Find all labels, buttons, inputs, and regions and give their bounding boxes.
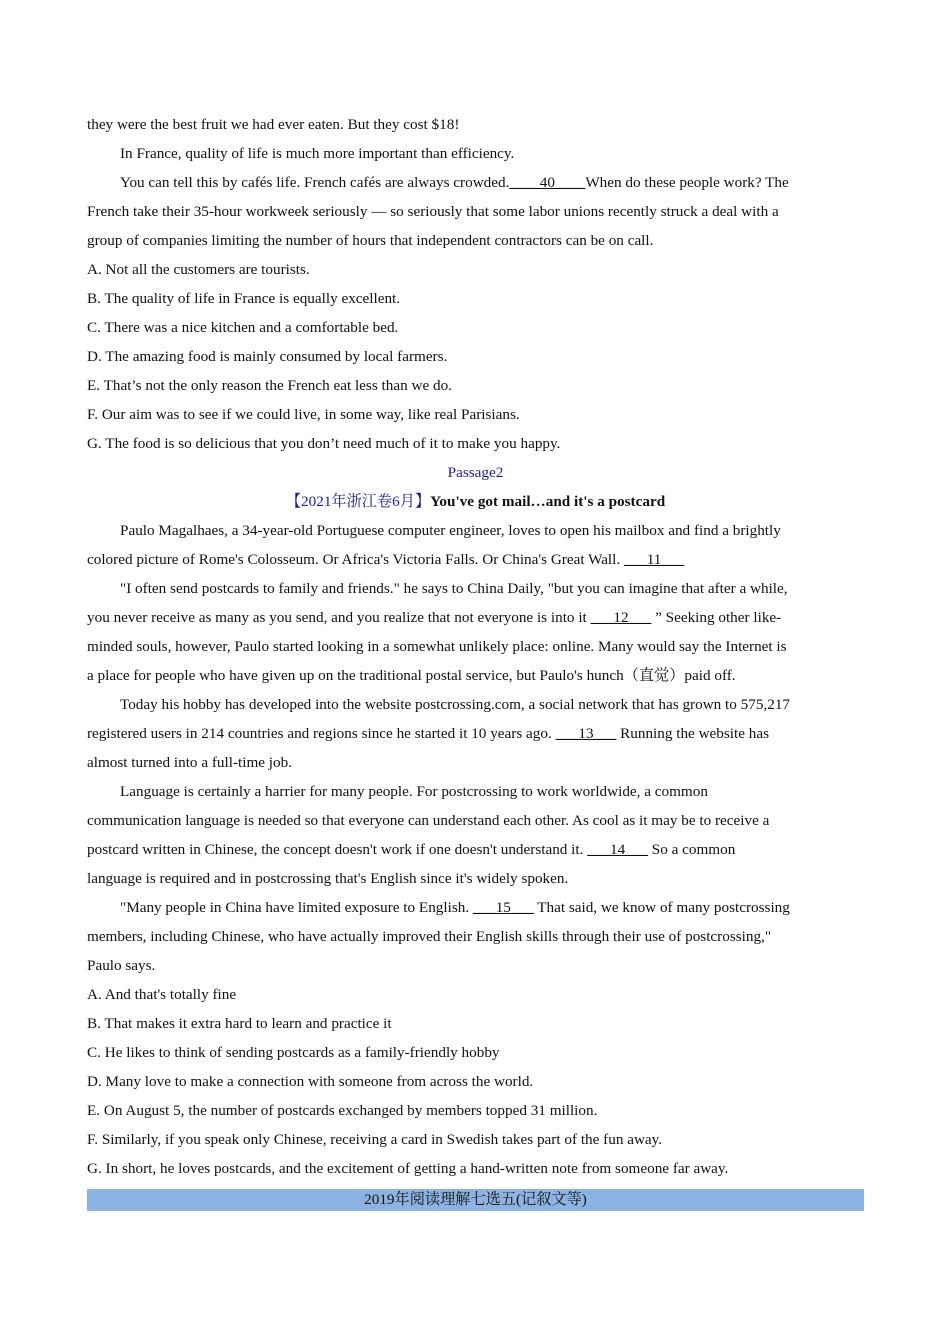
text-line: a place for people who have given up on the traditional postal service, but Paulo's hunch（直觉）paid off.	[87, 667, 736, 684]
option-item: A. Not all the customers are tourists.	[87, 261, 310, 278]
text-line: members, including Chinese, who have actually improved their English skills through their use of postcrossing,"	[87, 928, 772, 945]
blank-14: ___14___	[587, 841, 648, 858]
option-item: G. The food is so delicious that you don’t need much of it to make you happy.	[87, 435, 561, 452]
text-line: Today his hobby has developed into the website postcrossing.com, a social network that has grown to 575,217	[120, 696, 791, 713]
blank-15: ___15___	[472, 899, 534, 916]
text-line: Language is certainly a harrier for many people. For postcrossing to work worldwide, a common	[120, 783, 708, 800]
title-text: You've got mail…and it's a postcard	[430, 493, 666, 510]
paragraph-blank-14: postcard written in Chinese, the concept doesn't work if one doesn't understand it. ___14___ So a common	[87, 841, 736, 858]
passage1-options	[87, 255, 864, 458]
paragraph-blank-12: you never receive as many as you send, and you realize that not everyone is into it ___12___ ” Seeking other like-	[87, 609, 782, 626]
option-item: D. Many love to make a connection with someone from across the world.	[87, 1073, 534, 1090]
option-item: E. That’s not the only reason the French eat less than we do.	[87, 377, 452, 394]
text-line: they were the best fruit we had ever eaten. But they cost $18!	[87, 116, 460, 133]
option-item: C. There was a nice kitchen and a comfortable bed.	[87, 319, 399, 336]
paragraph-blank-15: "Many people in China have limited exposure to English. ___15___ That said, we know of many postcrossing	[120, 899, 790, 916]
passage2-options	[87, 980, 864, 1183]
document-body	[87, 110, 864, 1183]
option-item: D. The amazing food is mainly consumed by local farmers.	[87, 348, 448, 365]
blank-40: ____40____	[509, 174, 586, 191]
paragraph-blank-11: colored picture of Rome's Colosseum. Or Africa's Victoria Falls. Or China's Great Wall. ___11___	[87, 551, 685, 568]
option-item: C. He likes to think of sending postcards as a family-friendly hobby	[87, 1044, 500, 1061]
option-item: G. In short, he loves postcards, and the excitement of getting a hand-written note from someone far away.	[87, 1160, 729, 1177]
option-item: B. That makes it extra hard to learn and practice it	[87, 1015, 392, 1032]
blank-11: ___11___	[623, 551, 685, 568]
option-item: F. Similarly, if you speak only Chinese, receiving a card in Swedish takes part of the fun away.	[87, 1131, 663, 1148]
text-line: communication language is needed so that everyone can understand each other. As cool as it may be to receive a	[87, 812, 770, 829]
option-item: F. Our aim was to see if we could live, in some way, like real Parisians.	[87, 406, 520, 423]
blank-13: ___13___	[555, 725, 617, 742]
text-line: In France, quality of life is much more important than efficiency.	[120, 145, 515, 162]
paragraph-blank-13: registered users in 214 countries and regions since he started it 10 years ago. ___13___ Running the website has	[87, 725, 770, 742]
passage-label: Passage2	[447, 464, 504, 481]
option-item: B. The quality of life in France is equally excellent.	[87, 290, 401, 307]
text-line: language is required and in postcrossing that's English since it's widely spoken.	[87, 870, 569, 887]
blank-12: ___12___	[590, 609, 652, 626]
text-line: French take their 35-hour workweek seriously — so seriously that some labor unions recently struck a deal with a	[87, 203, 779, 220]
text-line: minded souls, however, Paulo started looking in a somewhat unlikely place: online. Many would say the Internet is	[87, 638, 787, 655]
option-item: E. On August 5, the number of postcards exchanged by members topped 31 million.	[87, 1102, 598, 1119]
text-line: almost turned into a full-time job.	[87, 754, 292, 771]
text-line: Paulo Magalhaes, a 34-year-old Portuguese computer engineer, loves to open his mailbox and find a brightly	[120, 522, 781, 539]
section-header-bar: 2019年阅读理解七选五(记叙文等)	[87, 1189, 864, 1211]
passage-title	[87, 487, 864, 516]
paragraph-blank-40: You can tell this by cafés life. French cafés are always crowded.____40____When do these people work? The	[120, 174, 789, 191]
text-line: Paulo says.	[87, 957, 156, 974]
text-line: "I often send postcards to family and friends." he says to China Daily, "but you can imagine that after a while,	[120, 580, 788, 597]
title-source: 【2021年浙江卷6月】	[285, 493, 431, 510]
option-item: A. And that's totally fine	[87, 986, 237, 1003]
text-line: group of companies limiting the number of hours that independent contractors can be on call.	[87, 232, 654, 249]
